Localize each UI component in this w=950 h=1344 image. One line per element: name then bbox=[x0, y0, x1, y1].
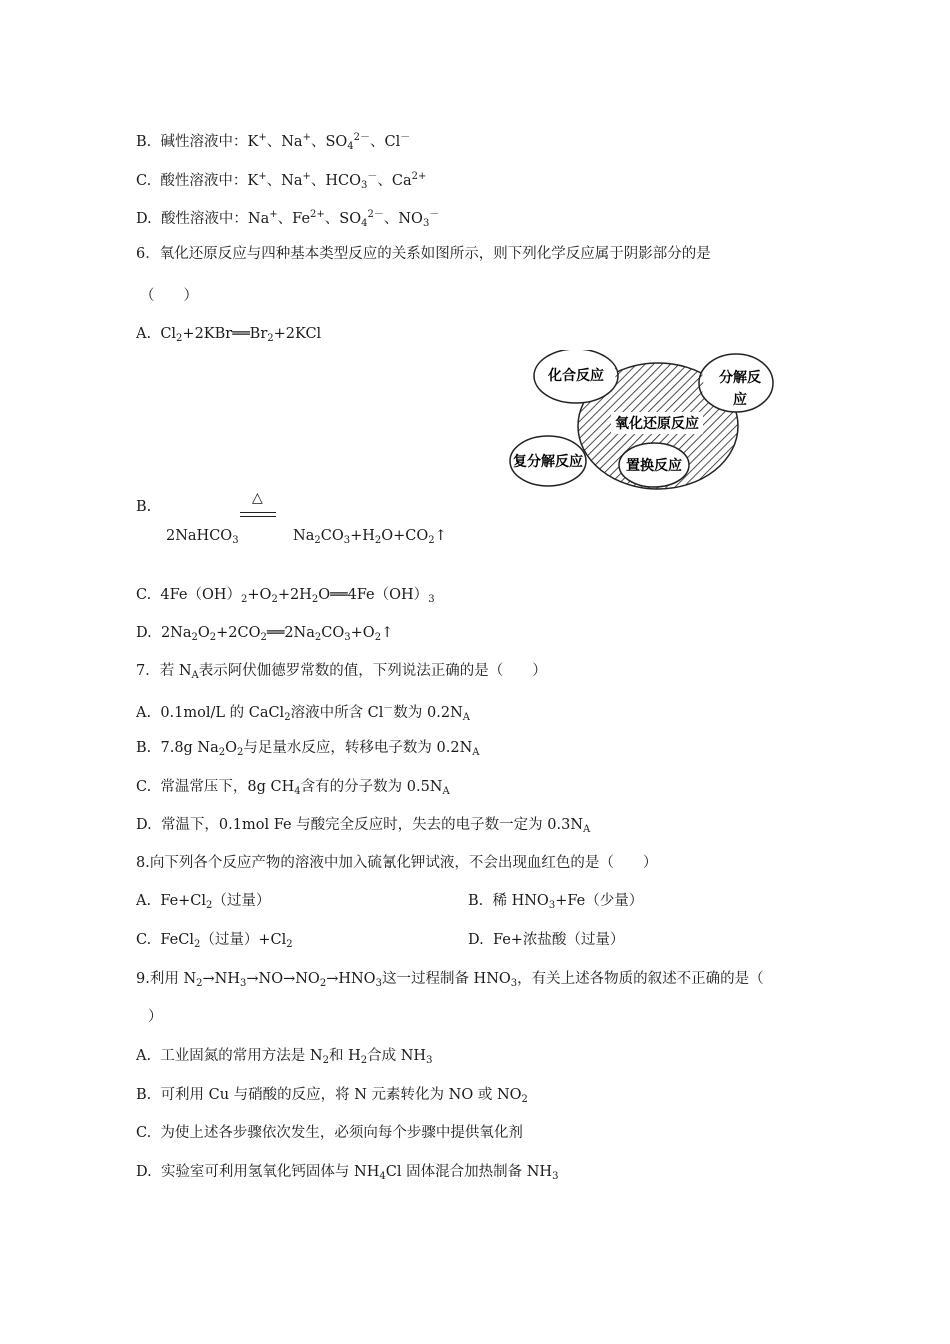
q8-option-d: D. Fe+浓盐酸（过量） bbox=[468, 932, 625, 948]
heat-equal-sign bbox=[240, 490, 276, 518]
q8-option-b: B. 稀 $HNO_3+Fe$（少量） bbox=[468, 893, 644, 911]
q9-option-a: A. 工业固氮的常用方法是 $N_2$和 $H_2$合成 $NH_3$ bbox=[136, 1048, 433, 1066]
q6-option-b-products: $Na_2CO_3+H_2O+CO_2↑$ bbox=[293, 528, 447, 546]
q9-stem-end: ） bbox=[148, 1009, 163, 1025]
q6-option-b-reactant: 2NaHCO$_3$ bbox=[166, 528, 239, 546]
q9-stem: 9.利用 $N_2\to NH_3\to NO\to NO_2\to HNO_3$这一过程制备 $HNO_3$，有关上述各物质的叙述不正确的是（ bbox=[136, 971, 764, 989]
q7-option-a: A. 0.1mol/L 的 CaCl$_2$溶液中所含 Cl－数为 $0.2N_A$ bbox=[136, 703, 471, 723]
q6-option-c: C. $4Fe(OH)_2+O_2+2H_2O══4Fe(OH)_3$ bbox=[136, 587, 435, 605]
double-displacement-label: 复分解反应 bbox=[513, 454, 583, 470]
combination-label: 化合反应 bbox=[548, 368, 604, 384]
replacement-label: 置换反应 bbox=[626, 458, 682, 474]
q6-stem: 6．氧化还原反应与四种基本类型反应的关系如图所示，则下列化学反应属于阴影部分的是 bbox=[136, 246, 711, 262]
reaction-venn-diagram bbox=[506, 350, 776, 496]
q8-stem: 8.向下列各个反应产物的溶液中加入硫氰化钾试液，不会出现血红色的是（ ） bbox=[136, 855, 658, 871]
q7-option-c: C. 常温常压下，8g $CH_4$含有的分子数为 $0.5N_A$ bbox=[136, 779, 450, 797]
q7-stem: 7．若 $N_A$表示阿伏伽德罗常数的值，下列说法正确的是（ ） bbox=[136, 663, 547, 681]
q8-option-c: C. FeCl$_2$（过量）$+Cl_2$ bbox=[136, 932, 293, 950]
q7-option-b: B. 7.8g $Na_2O_2$与足量水反应，转移电子数为 $0.2N_A$ bbox=[136, 740, 480, 758]
q6-option-b-label: B. bbox=[136, 499, 152, 515]
heat-triangle-icon: △ bbox=[252, 490, 263, 506]
q9-option-c: C. 为使上述各步骤依次发生，必须向每个步骤中提供氧化剂 bbox=[136, 1125, 523, 1141]
q5-option-d: D. 酸性溶液中：Na+、$Fe^{2+}$、$SO_4^{2-}$、$NO_3^-$ bbox=[136, 209, 440, 229]
q6-option-a: A. $Cl_2+2KBr══Br_2+2KCl$ bbox=[136, 326, 322, 344]
q8-option-a: A. $Fe+Cl_2$（过量） bbox=[136, 893, 271, 911]
q5-option-c: C. 酸性溶液中：K+、Na+、$HCO_3^-$、$Ca^{2+}$ bbox=[136, 171, 427, 191]
q6-option-d: D. $2Na_2O_2+2CO_2══2Na_2CO_3+O_2↑$ bbox=[136, 625, 394, 643]
q9-option-b: B. 可利用 Cu 与硝酸的反应，将 N 元素转化为 NO 或 $NO_2$ bbox=[136, 1087, 528, 1105]
decomposition-label-line2: 应 bbox=[733, 392, 747, 408]
q7-option-d: D. 常温下，0.1mol Fe 与酸完全反应时，失去的电子数一定为 $0.3N_A$ bbox=[136, 817, 591, 835]
redox-label: 氧化还原反应 bbox=[615, 416, 699, 432]
decomposition-label-line1: 分解反 bbox=[719, 370, 761, 386]
q5-option-b: B. 碱性溶液中：K+、Na+、$SO_4^{2-}$、Cl－ bbox=[136, 132, 411, 152]
q6-answer-paren: （ ） bbox=[140, 288, 198, 304]
q9-option-d: D. 实验室可利用氢氧化钙固体与 $NH_4Cl$ 固体混合加热制备 $NH_3$ bbox=[136, 1164, 559, 1182]
